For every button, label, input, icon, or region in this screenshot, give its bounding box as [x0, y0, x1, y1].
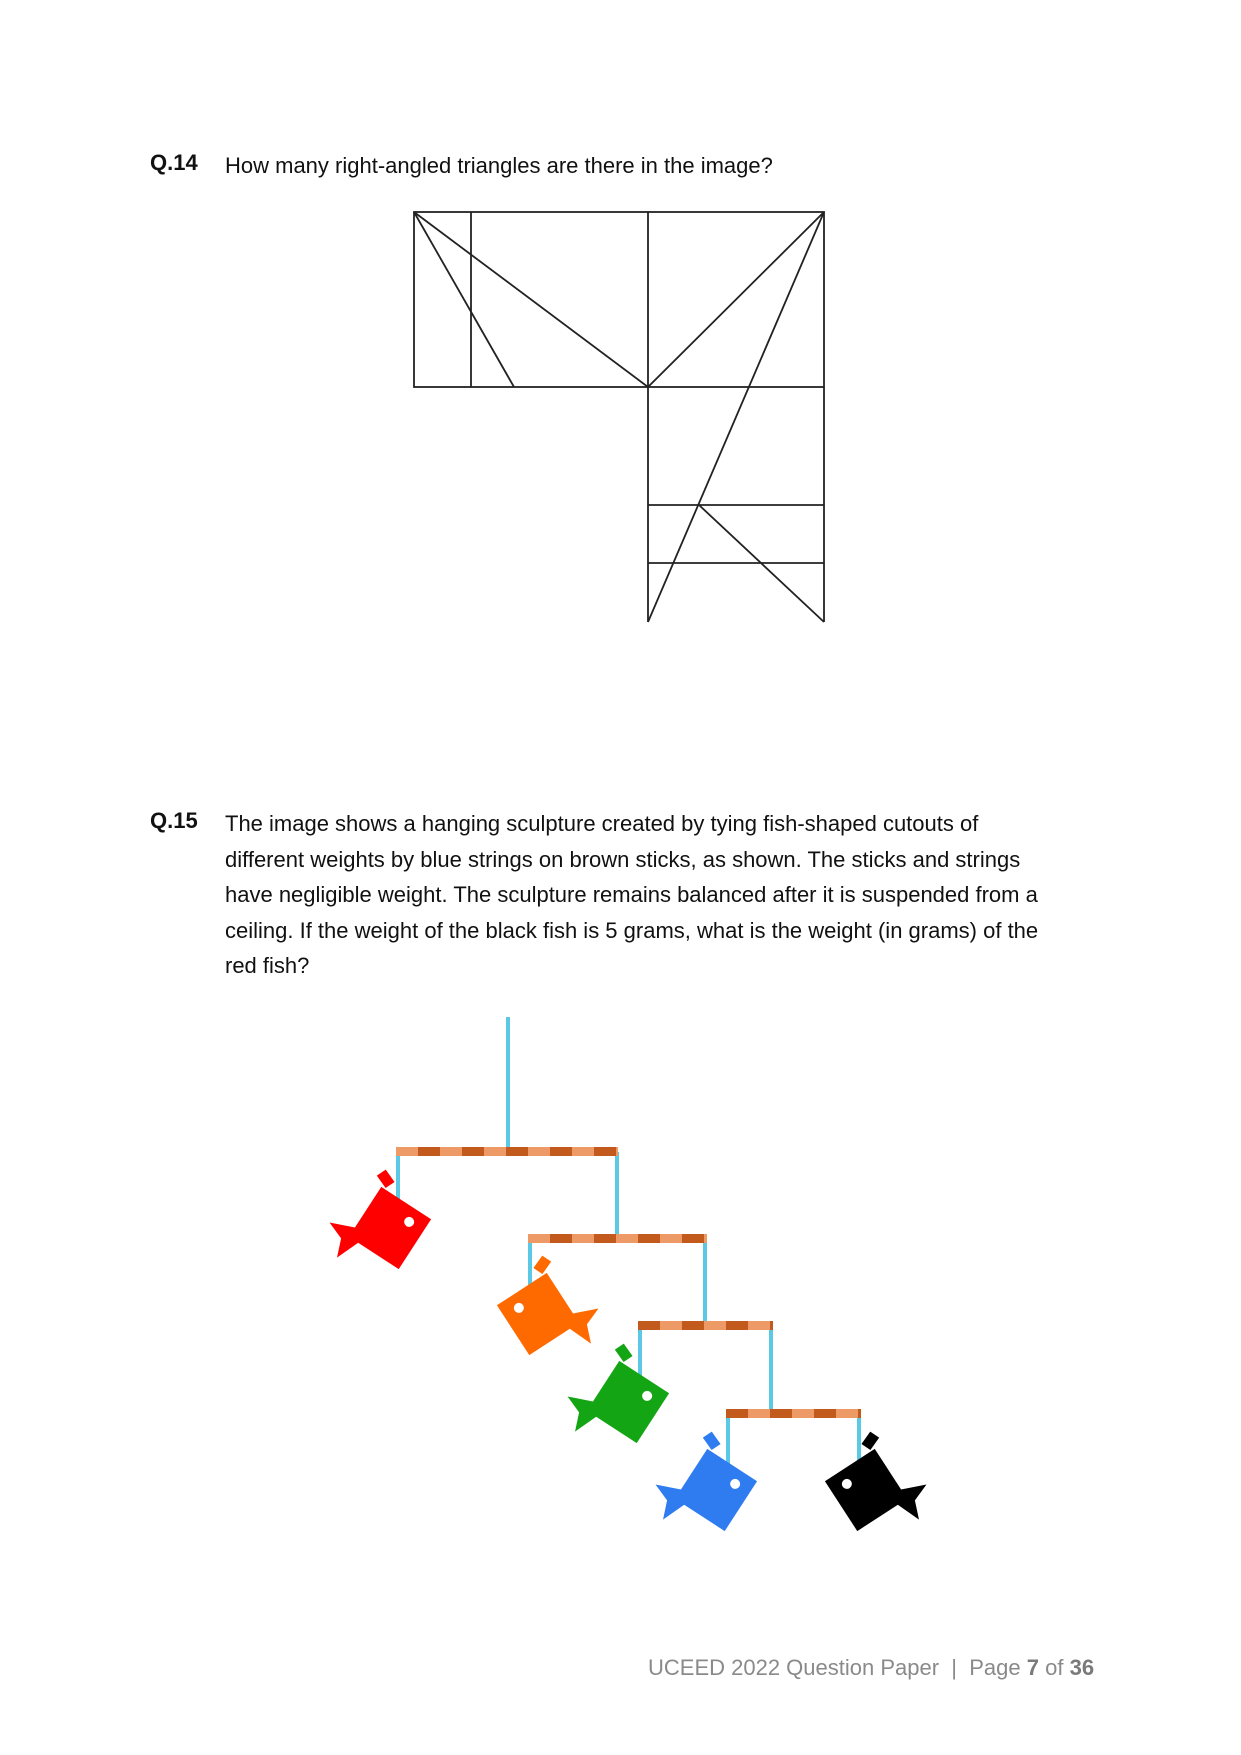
question-number-15: Q.15 [150, 808, 198, 833]
footer-title: UCEED 2022 Question Paper [648, 1655, 940, 1680]
footer-page-total: 36 [1069, 1655, 1095, 1680]
question-text-14: How many right-angled triangles are there in the image? [225, 153, 773, 178]
question-text-line: ceiling. If the weight of the black fish is 5 grams, what is the weight (in grams) of the [225, 917, 1039, 943]
stick-level-2 [528, 1234, 707, 1243]
footer-separator: | [951, 1655, 958, 1680]
question-text-line: The image shows a hanging sculpture created by tying fish-shaped cutouts of [225, 811, 979, 836]
footer-of-word: of [1045, 1655, 1064, 1680]
question-number-14: Q.14 [150, 150, 198, 175]
question-text-line: have negligible weight. The sculpture remains balanced after it is suspended from a [225, 882, 1038, 907]
blue-fish [647, 1425, 766, 1544]
black-fish [816, 1425, 935, 1544]
question-text-line: different weights by blue strings on brown sticks, as shown. The sticks and strings [225, 846, 1021, 872]
question-text-line: red fish? [225, 953, 310, 978]
page-footer [648, 1655, 1094, 1681]
footer-page-current: 7 [1026, 1655, 1040, 1680]
stick-level-3 [638, 1321, 773, 1330]
green-fish [559, 1337, 678, 1456]
stick-level-1 [396, 1147, 618, 1156]
orange-fish [488, 1249, 607, 1368]
stick-level-4 [726, 1409, 861, 1418]
red-fish [321, 1163, 440, 1282]
footer-page-word: Page [969, 1655, 1021, 1680]
